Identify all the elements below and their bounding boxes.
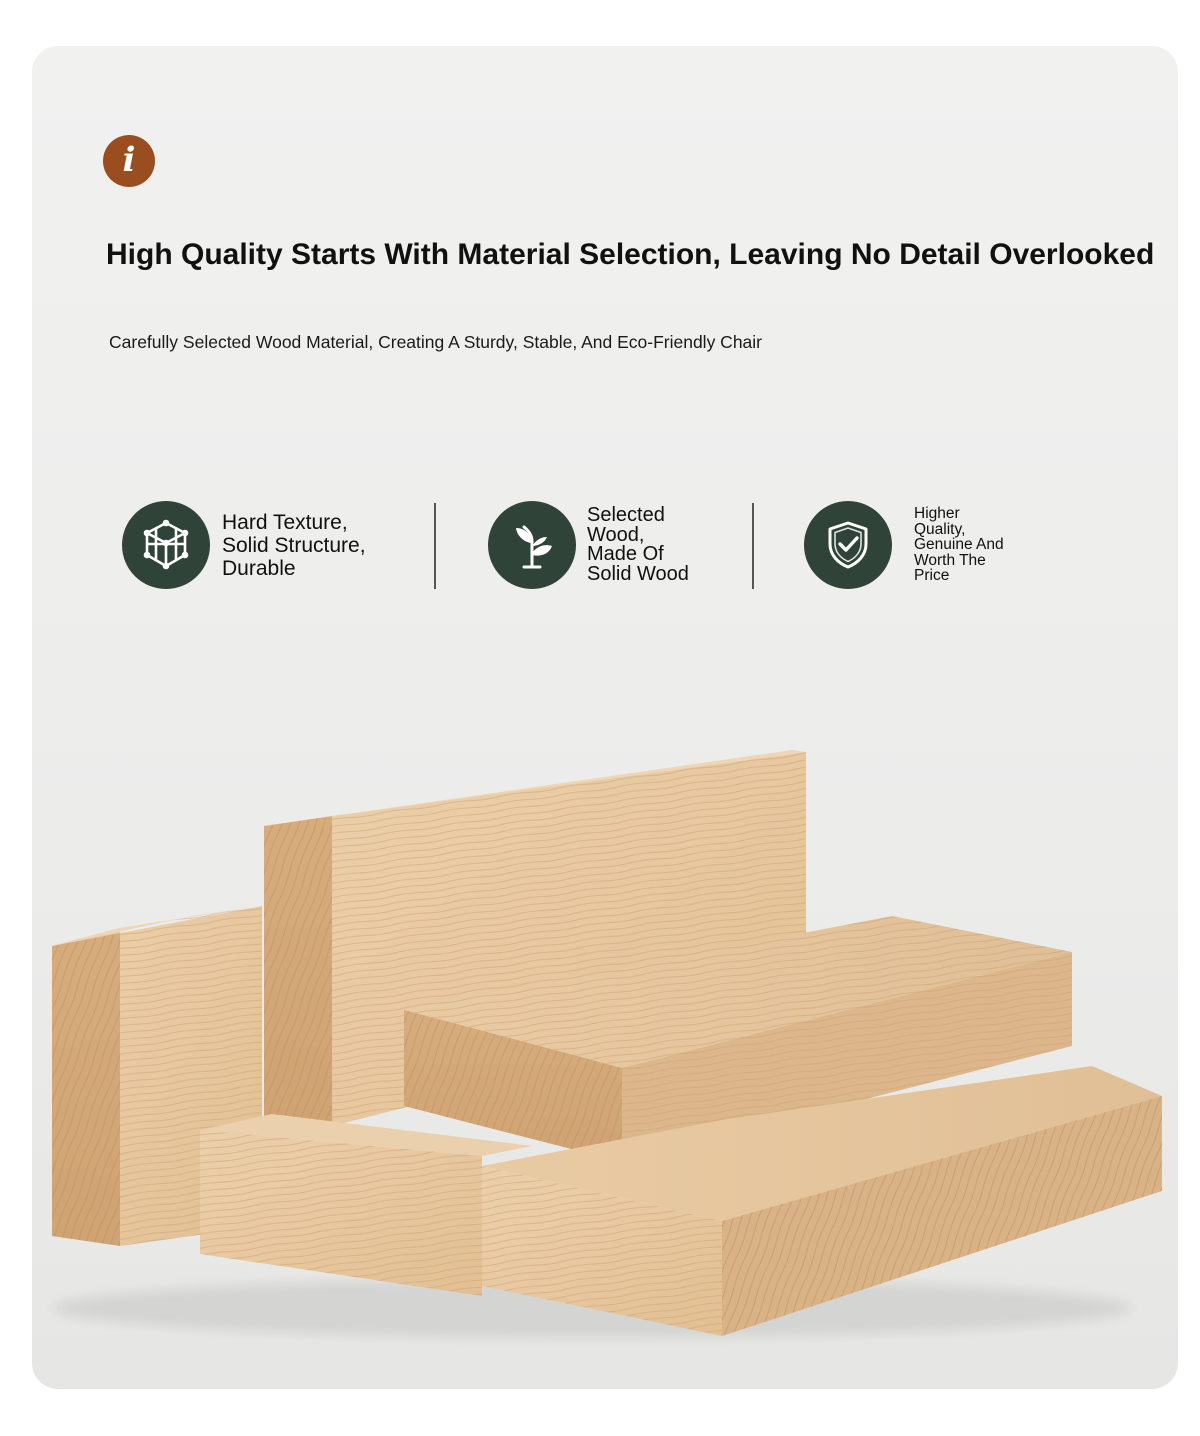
page-subtitle: Carefully Selected Wood Material, Creating A Sturdy, Stable, And Eco-Friendly Chair bbox=[109, 332, 763, 352]
feature-label: Hard Texture, Solid Structure, Durable bbox=[222, 510, 366, 580]
page-title: High Quality Starts With Material Selection, Leaving No Detail Overlooked bbox=[106, 238, 1155, 271]
product-feature-card bbox=[32, 46, 1178, 1389]
wood-blocks-illustration bbox=[32, 46, 1178, 1389]
info-glyph: i bbox=[122, 140, 136, 180]
feature-label: Selected Wood, Made Of Solid Wood bbox=[587, 504, 689, 585]
feature-label: Higher Quality, Genuine And Worth The Price bbox=[914, 505, 1004, 585]
